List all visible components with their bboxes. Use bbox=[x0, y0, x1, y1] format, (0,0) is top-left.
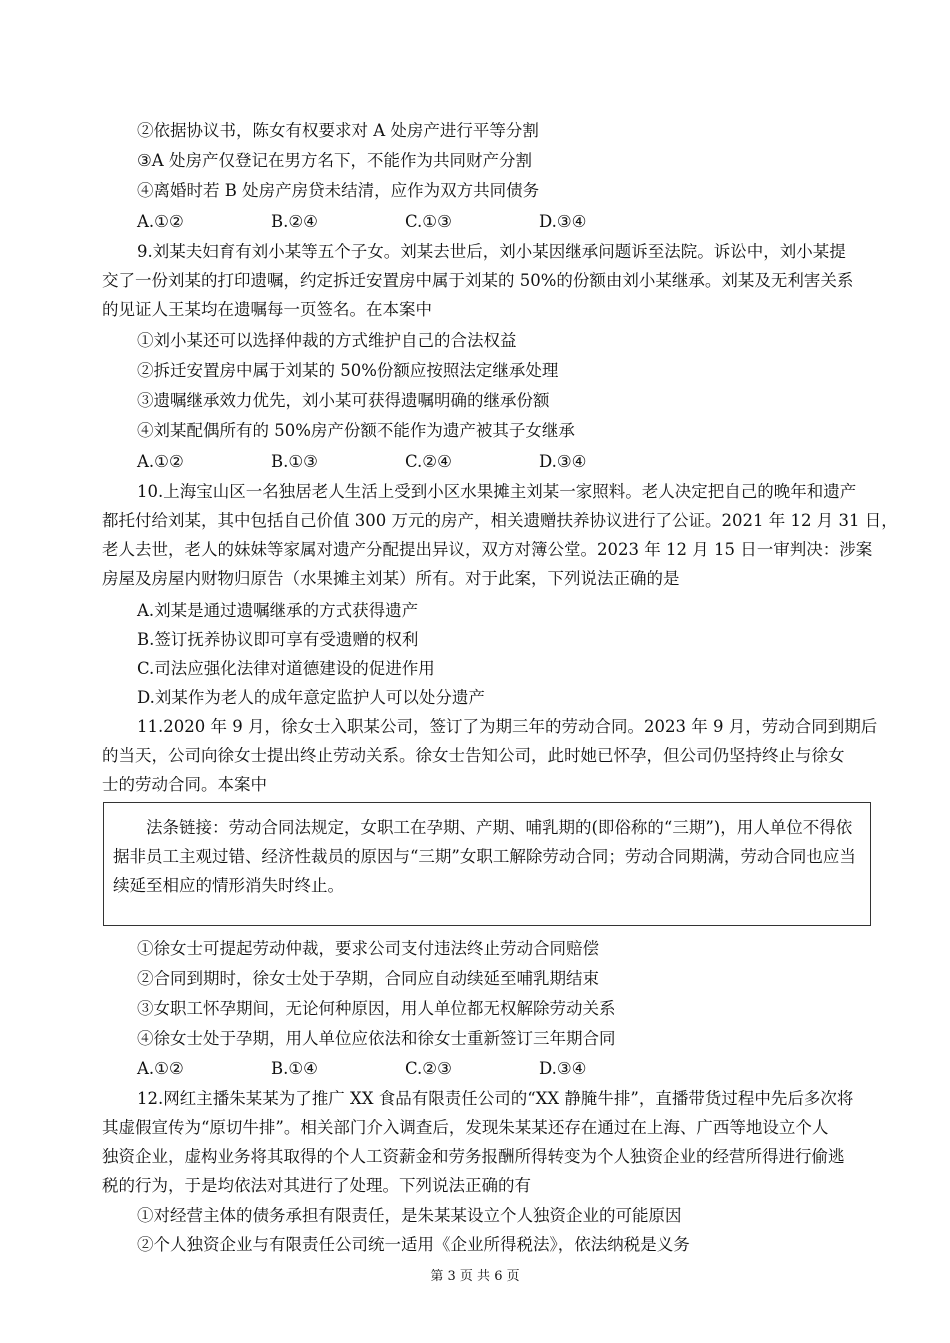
q10-option-a: A.刘某是通过遗嘱继承的方式获得遗产 bbox=[137, 601, 419, 620]
q11-choice-a: A.①② bbox=[137, 1059, 184, 1078]
q8-choice-b: B.②④ bbox=[271, 212, 318, 231]
q9-choice-c: C.②④ bbox=[405, 452, 452, 471]
q11-choice-c: C.②③ bbox=[405, 1059, 452, 1078]
law-excerpt-line-3: 续延至相应的情形消失时终止。 bbox=[113, 876, 344, 895]
q12-stem-line-4: 税的行为，于是均依法对其进行了处理。下列说法正确的有 bbox=[102, 1176, 531, 1195]
q11-stem-line-3: 士的劳动合同。本案中 bbox=[102, 775, 267, 794]
q11-choice-b: B.①④ bbox=[271, 1059, 318, 1078]
q8-choice-a: A.①② bbox=[137, 212, 184, 231]
page-footer: 第 3 页 共 6 页 bbox=[430, 1269, 520, 1284]
q8-option-4: ④离婚时若 B 处房产房贷未结清，应作为双方共同债务 bbox=[137, 181, 540, 200]
q11-stem-line-1: 11.2020 年 9 月，徐女士入职某公司，签订了为期三年的劳动合同。2023 年 9 月，劳动合同到期后 bbox=[137, 717, 878, 736]
q10-option-b: B.签订抚养协议即可享有受遗赠的权利 bbox=[137, 630, 419, 649]
q10-option-d: D.刘某作为老人的成年意定监护人可以处分遗产 bbox=[137, 688, 485, 707]
q9-option-4: ④刘某配偶所有的 50%房产份额不能作为遗产被其子女继承 bbox=[137, 421, 575, 440]
q11-option-2: ②合同到期时，徐女士处于孕期，合同应自动续延至哺乳期结束 bbox=[137, 969, 599, 988]
q11-option-3: ③女职工怀孕期间，无论何种原因，用人单位都无权解除劳动关系 bbox=[137, 999, 616, 1018]
q10-stem-line-4: 房屋及房屋内财物归原告（水果摊主刘某）所有。对于此案，下列说法正确的是 bbox=[102, 569, 680, 588]
q10-option-c: C.司法应强化法律对道德建设的促进作用 bbox=[137, 659, 435, 678]
q9-stem-line-3: 的见证人王某均在遗嘱每一页签名。在本案中 bbox=[102, 300, 432, 319]
q12-stem-line-2: 其虚假宣传为“原切牛排”。相关部门介入调查后，发现朱某某还存在通过在上海、广西等地设立个人 bbox=[102, 1118, 829, 1137]
q9-option-3: ③遗嘱继承效力优先，刘小某可获得遗嘱明确的继承份额 bbox=[137, 391, 550, 410]
q9-stem-line-1: 9.刘某夫妇育有刘小某等五个子女。刘某去世后，刘小某因继承问题诉至法院。诉讼中，刘小某提 bbox=[137, 242, 846, 261]
q12-option-2: ②个人独资企业与有限责任公司统一适用《企业所得税法》，依法纳税是义务 bbox=[137, 1235, 690, 1254]
q9-stem-line-2: 交了一份刘某的打印遗嘱，约定拆迁安置房中属于刘某的 50%的份额由刘小某继承。刘某及无利害关系 bbox=[102, 271, 854, 290]
law-excerpt-line-2: 据非员工主观过错、经济性裁员的原因与“三期”女职工解除劳动合同；劳动合同期满，劳动合同也应当 bbox=[113, 847, 856, 866]
q12-stem-line-3: 独资企业，虚构业务将其取得的个人工资薪金和劳务报酬所得转变为个人独资企业的经营所得进行偷逃 bbox=[102, 1147, 845, 1166]
law-excerpt-line-1: 法条链接：劳动合同法规定，女职工在孕期、产期、哺乳期的(即俗称的“三期”)，用人单位不得依 bbox=[146, 818, 853, 837]
q10-stem-line-1: 10.上海宝山区一名独居老人生活上受到小区水果摊主刘某一家照料。老人决定把自己的晚年和遗产 bbox=[137, 482, 857, 501]
q11-choice-d: D.③④ bbox=[539, 1059, 587, 1078]
q8-option-3: ③A 处房产仅登记在男方名下，不能作为共同财产分割 bbox=[137, 151, 532, 170]
q9-choice-b: B.①③ bbox=[271, 452, 318, 471]
q9-choice-a: A.①② bbox=[137, 452, 184, 471]
q11-option-4: ④徐女士处于孕期，用人单位应依法和徐女士重新签订三年期合同 bbox=[137, 1029, 616, 1048]
q8-option-2: ②依据协议书，陈女有权要求对 A 处房产进行平等分割 bbox=[137, 121, 539, 140]
q8-choice-c: C.①③ bbox=[405, 212, 452, 231]
q10-stem-line-2: 都托付给刘某，其中包括自己价值 300 万元的房产，相关遗赠扶养协议进行了公证。2021 年 12 月 31 日， bbox=[102, 511, 898, 530]
q12-stem-line-1: 12.网红主播朱某某为了推广 XX 食品有限责任公司的“XX 静腌牛排”，直播带货过程中先后多次将 bbox=[137, 1089, 854, 1108]
q8-choice-d: D.③④ bbox=[539, 212, 587, 231]
q11-option-1: ①徐女士可提起劳动仲裁，要求公司支付违法终止劳动合同赔偿 bbox=[137, 939, 599, 958]
q9-option-1: ①刘小某还可以选择仲裁的方式维护自己的合法权益 bbox=[137, 331, 517, 350]
q11-stem-line-2: 的当天，公司向徐女士提出终止劳动关系。徐女士告知公司，此时她已怀孕，但公司仍坚持终止与徐女 bbox=[102, 746, 845, 765]
q10-stem-line-3: 老人去世，老人的妹妹等家属对遗产分配提出异议，双方对簿公堂。2023 年 12 月 15 日一审判决：涉案 bbox=[102, 540, 873, 559]
q9-choice-d: D.③④ bbox=[539, 452, 587, 471]
q9-option-2: ②拆迁安置房中属于刘某的 50%份额应按照法定继承处理 bbox=[137, 361, 559, 380]
q12-option-1: ①对经营主体的债务承担有限责任，是朱某某设立个人独资企业的可能原因 bbox=[137, 1206, 682, 1225]
